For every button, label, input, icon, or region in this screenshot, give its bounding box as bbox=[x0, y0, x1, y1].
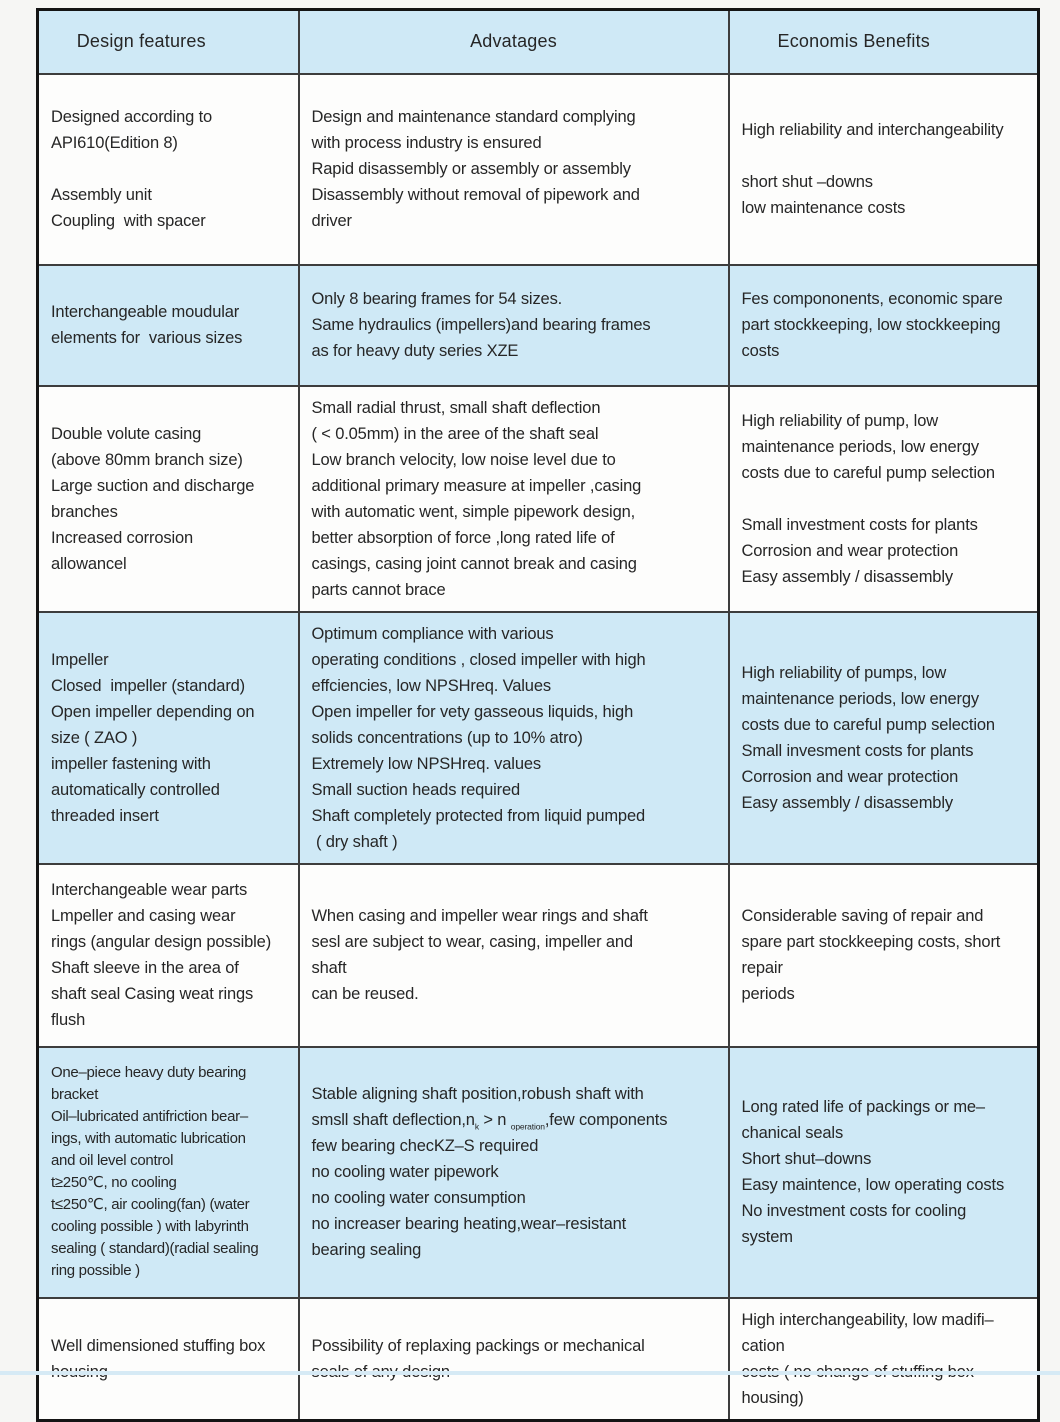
cell-economic-benefits: Considerable saving of repair and spare part stockkeeping costs, short repair periods bbox=[729, 864, 1039, 1047]
table-row bbox=[38, 864, 1039, 1047]
cell-advantages: Stable aligning shaft position,robush shaft with smsll shaft $deflection,n_k > n$ $_{operation}$,few components few bearing checKZ–S required no cooling water pipework no cooling water consumption no increaser bearing heating,wear–resistant bearing sealing bbox=[299, 1047, 729, 1298]
table-row bbox=[38, 1047, 1039, 1298]
cell-economic-benefits: High interchangeability, low madifi– cation housing) bbox=[729, 1298, 1039, 1421]
cell-advantages: Only 8 bearing frames for 54 sizes. Same hydraulics (impellers)and bearing frames as for heavy duty series XZE bbox=[299, 265, 729, 386]
cell-design-features: Interchangeable wear parts Lmpeller and casing wear rings (angular design possible) Shaft sleeve in the area of shaft seal Casing weat rings flush bbox=[38, 864, 299, 1047]
table-row bbox=[38, 386, 1039, 612]
cell-economic-benefits: High reliability and interchangeability short shut –downs low maintenance costs bbox=[729, 74, 1039, 265]
features-advantages-benefits-table bbox=[36, 8, 1040, 1422]
cell-economic-benefits: Fes compononents, economic spare part stockkeeping, low stockkeeping costs bbox=[729, 265, 1039, 386]
table-row bbox=[38, 1298, 1039, 1421]
table-row bbox=[38, 612, 1039, 864]
cell-design-features: Double volute casing (above 80mm branch size) Large suction and discharge branches Increased corrosion allowancel bbox=[38, 386, 299, 612]
cell-design-features: Designed according to API610(Edition 8) Assembly unit Coupling with spacer bbox=[38, 74, 299, 265]
cell-design-features: One–piece heavy duty bearing bracket Oil–lubricated antifriction bear– ings, with automatic lubrication and oil level control t≥250℃, no cooling t≤250℃, air cooling(fan) (water cooling possible ) with labyrinth sealing ( standard)(radial sealing ring possible ) bbox=[38, 1047, 299, 1298]
header-row bbox=[38, 10, 1039, 74]
cell-economic-benefits: Long rated life of packings or me– chanical seals Short shut–downs Easy maintence, low operating costs No investment costs for cooling system bbox=[729, 1047, 1039, 1298]
table-body bbox=[38, 74, 1039, 1421]
table-row bbox=[38, 265, 1039, 386]
cell-economic-benefits: High reliability of pump, low maintenance periods, low energy costs due to careful pump selection Small investment costs for plants Corrosion and wear protection Easy assembly / disassembly bbox=[729, 386, 1039, 612]
cell-advantages: Optimum compliance with various operating conditions , closed impeller with high effciencies, low NPSHreq. Values Open impeller for vety gasseous liquids, high solids concentrations (up to 10% atro) Extremely low NPSHreq. values Small suction heads required Shaft completely protected from liquid pumped ( dry shaft ) bbox=[299, 612, 729, 864]
page-bottom-strip bbox=[0, 1371, 1060, 1375]
cell-economic-benefits: High reliability of pumps, low maintenance periods, low energy costs due to careful pump selection Small invesment costs for plants Corrosion and wear protection Easy assembly / disassembly bbox=[729, 612, 1039, 864]
cell-advantages: Possibility of replaxing packings or mechanical bbox=[299, 1298, 729, 1421]
cell-advantages: When casing and impeller wear rings and shaft sesl are subject to wear, casing, impeller and shaft can be reused. bbox=[299, 864, 729, 1047]
cell-advantages: Design and maintenance standard complying with process industry is ensured Rapid disassembly or assembly or assembly Disassembly without removal of pipework and driver bbox=[299, 74, 729, 265]
cell-advantages: Small radial thrust, small shaft deflection ( < 0.05mm) in the aree of the shaft seal Low branch velocity, low noise level due to additional primary measure at impeller ,casing with automatic went, simple pipework design, better absorption of force ,long rated life of casings, casing joint cannot break and casing parts cannot brace bbox=[299, 386, 729, 612]
cell-design-features: Well dimensioned stuffing box bbox=[38, 1298, 299, 1421]
cell-design-features: Impeller Closed impeller (standard) Open impeller depending on size ( ZAO ) impeller fastening with automatically controlled threaded insert bbox=[38, 612, 299, 864]
cell-design-features: Interchangeable moudular elements for various sizes bbox=[38, 265, 299, 386]
header-advantages: Advatages bbox=[299, 10, 729, 74]
header-design-features: Design features bbox=[38, 10, 299, 74]
table-row bbox=[38, 74, 1039, 265]
header-economic-benefits: Economis Benefits bbox=[729, 10, 1039, 74]
